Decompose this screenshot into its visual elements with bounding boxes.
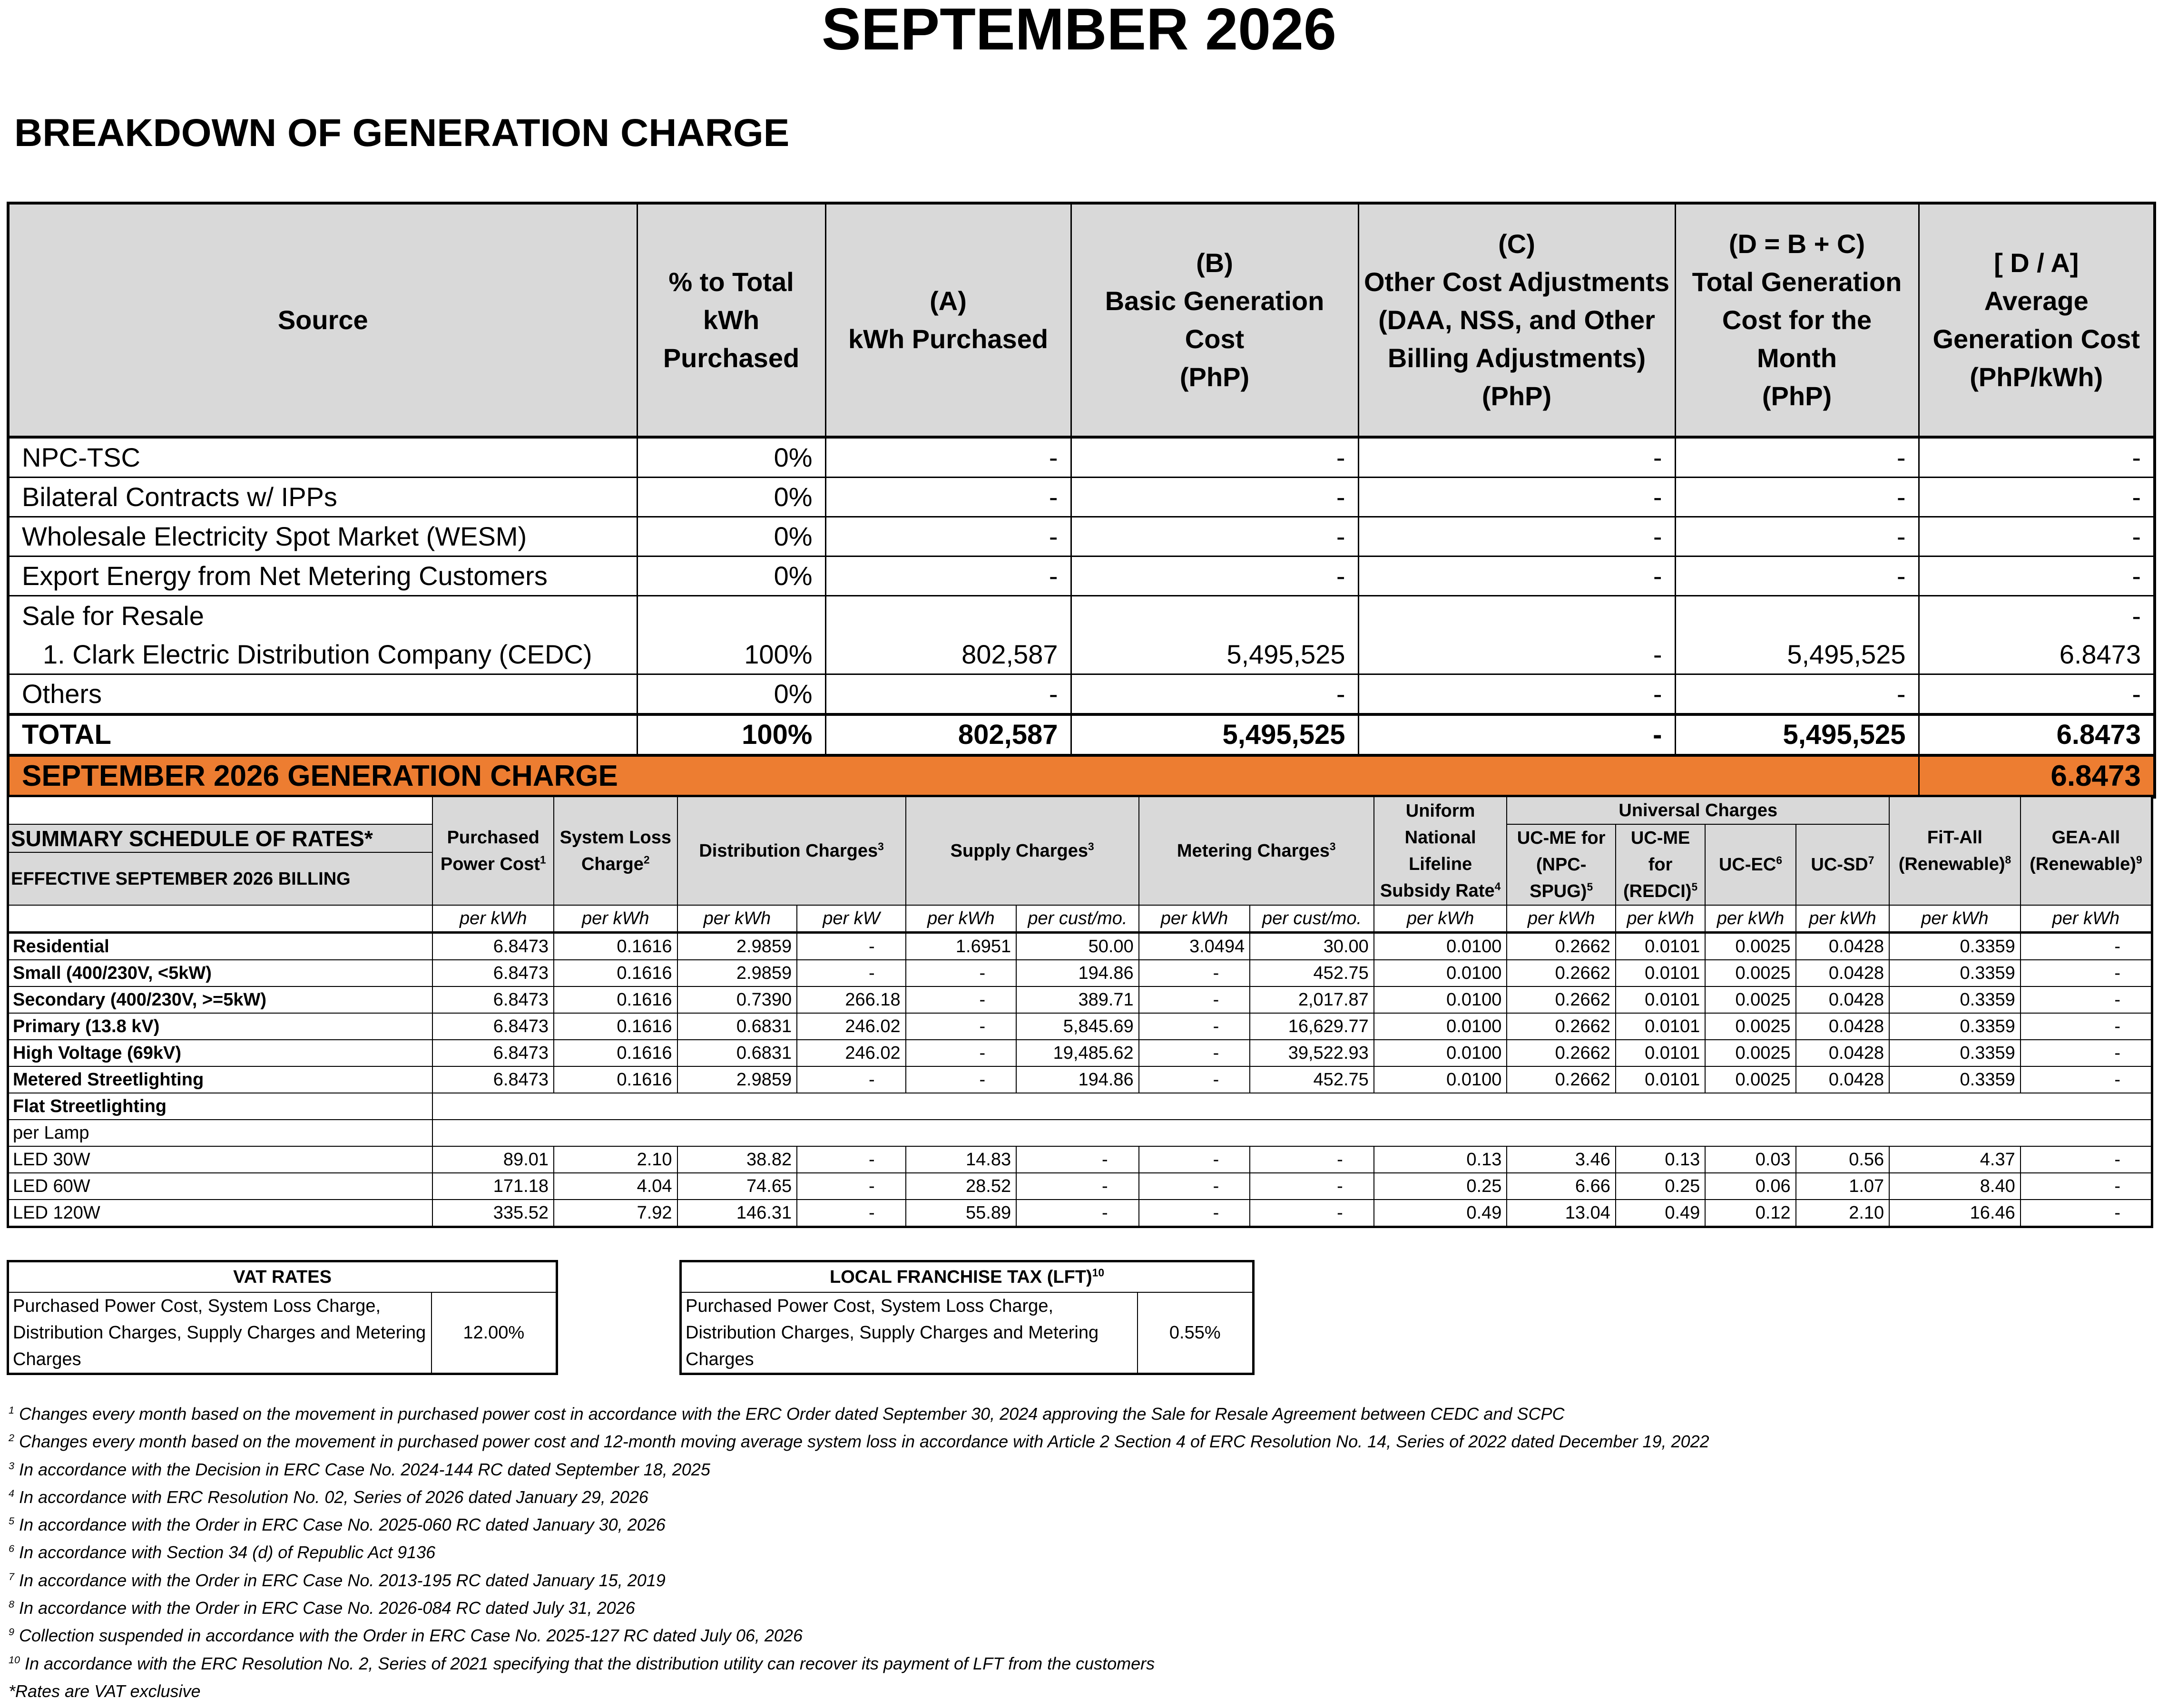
rate-cell: 194.86: [1016, 960, 1139, 986]
total-cost-cell: -: [1675, 478, 1919, 517]
class-label: Residential: [8, 933, 433, 960]
table-row: [8, 1013, 2152, 1040]
header-fit-all: FiT-All (Renewable)$^8$: [1889, 796, 2021, 906]
footnote: $^{10}$ In accordance with the ERC Resolution No. 2, Series of 2021 specifying that the distribution utility can recover its payment of LFT from the customers: [9, 1653, 1155, 1673]
header-gea-all: GEA-All (Renewable)$^9$: [2021, 796, 2152, 906]
table-row: [8, 556, 2155, 596]
rate-cell: 0.3359: [1889, 986, 2021, 1013]
rate-cell: 0.49: [1374, 1200, 1507, 1227]
rate-cell: -: [1139, 1146, 1250, 1173]
rate-cell: 19,485.62: [1016, 1040, 1139, 1066]
rate-cell: 3.0494: [1139, 933, 1250, 960]
pct-cell: 0%: [637, 674, 825, 715]
rate-cell: 4.37: [1889, 1146, 2021, 1173]
rate-cell: 0.0428: [1796, 1013, 1889, 1040]
total-label: TOTAL: [8, 714, 637, 755]
kwh-cell: 802,587: [825, 714, 1071, 755]
adjustment-cell: -: [1358, 437, 1675, 478]
class-label: Flat Streetlighting: [8, 1093, 433, 1120]
per-lamp-row: [8, 1120, 2152, 1146]
rate-cell: 0.12: [1705, 1200, 1795, 1227]
footnotes: [9, 1400, 2102, 1705]
rate-cell: 266.18: [797, 986, 906, 1013]
header-uc-ec: $UC-EC^6$: [1705, 824, 1795, 905]
kwh-cell: 802,587: [825, 596, 1071, 674]
header-basic-cost: (B) Basic Generation Cost (PhP): [1071, 203, 1358, 437]
breakdown-heading: BREAKDOWN OF GENERATION CHARGE: [14, 111, 790, 155]
rate-cell: 0.25: [1374, 1173, 1507, 1200]
rate-cell: -: [1139, 1066, 1250, 1093]
table-row: [8, 986, 2152, 1013]
rate-cell: 335.52: [432, 1200, 554, 1227]
rate-cell: 0.49: [1616, 1200, 1705, 1227]
rate-cell: -: [1250, 1173, 1374, 1200]
rate-cell: 0.13: [1374, 1146, 1507, 1173]
adjustment-cell: -: [1358, 714, 1675, 755]
footnote: $^2$ Changes every month based on the movement in purchased power cost and 12-month moving average system loss in accordance with Article 2 Section 4 of ERC Resolution No. 14, Series of 2022 dated December 19, 2022: [9, 1432, 1709, 1452]
rate-cell: 4.04: [554, 1173, 677, 1200]
rate-cell: -: [2021, 960, 2152, 986]
header-source: Source: [8, 203, 637, 437]
kwh-cell: -: [825, 556, 1071, 596]
rate-cell: -: [1139, 1200, 1250, 1227]
table-row: [8, 1040, 2152, 1066]
header-ucme-npc-spug: UC-ME for (NPC-SPUG)$^5$: [1507, 824, 1616, 905]
header-universal-charges: Universal Charges: [1507, 796, 1889, 825]
rate-cell: 0.0428: [1796, 1066, 1889, 1093]
header-ucme-redci: UC-ME for (REDCI)$^5$: [1616, 824, 1705, 905]
rate-cell: 0.0100: [1374, 1040, 1507, 1066]
rate-cell: 0.0025: [1705, 960, 1795, 986]
rate-cell: -: [1016, 1173, 1139, 1200]
rate-cell: 2.9859: [677, 960, 797, 986]
rate-cell: -: [1250, 1146, 1374, 1173]
footnote: $^8$ In accordance with the Order in ERC Case No. 2026-084 RC dated July 31, 2026: [9, 1598, 635, 1618]
unit-label: per kWh: [1507, 905, 1616, 933]
table-row: [8, 517, 2155, 556]
pct-cell: 0%: [637, 556, 825, 596]
rate-cell: 452.75: [1250, 960, 1374, 986]
lft-rate: 0.55%: [1138, 1292, 1254, 1374]
avg-cost-cell: -: [1919, 478, 2155, 517]
rate-cell: 6.8473: [432, 1066, 554, 1093]
rate-cell: 13.04: [1507, 1200, 1616, 1227]
rate-cell: 0.0101: [1616, 933, 1705, 960]
adjustment-cell: -: [1358, 517, 1675, 556]
pct-cell: 0%: [637, 437, 825, 478]
header-kwh-purchased: (A) kWh Purchased: [825, 203, 1071, 437]
rate-cell: 7.92: [554, 1200, 677, 1227]
rate-cell: 0.0100: [1374, 986, 1507, 1013]
vat-title: VAT RATES: [8, 1261, 557, 1293]
rate-cell: -: [2021, 1040, 2152, 1066]
unit-label: per kWh: [677, 905, 797, 933]
avg-cost-cell: - 6.8473: [1919, 596, 2155, 674]
rate-cell: 171.18: [432, 1173, 554, 1200]
rate-cell: 6.8473: [432, 986, 554, 1013]
table-row: [8, 674, 2155, 715]
table-row: [8, 478, 2155, 517]
footnote: $^5$ In accordance with the Order in ERC Case No. 2025-060 RC dated January 30, 2026: [9, 1515, 666, 1535]
basic-cost-cell: 5,495,525: [1071, 714, 1358, 755]
unit-label: per kWh: [2021, 905, 2152, 933]
rate-cell: 55.89: [906, 1200, 1017, 1227]
rate-cell: -: [2021, 1146, 2152, 1173]
rate-cell: 0.1616: [554, 1040, 677, 1066]
rate-cell: -: [797, 1146, 906, 1173]
header-total-cost: (D = B + C) Total Generation Cost for the Month (PhP): [1675, 203, 1919, 437]
header-system-loss-charge: System Loss Charge$^2$: [554, 796, 677, 906]
source-label: Sale for Resale 1. Clark Electric Distribution Company (CEDC): [8, 596, 637, 674]
header-uc-sd: $UC-SD^7$: [1796, 824, 1889, 905]
header-other-adjustments: (C) Other Cost Adjustments (DAA, NSS, and Other Billing Adjustments) (PhP): [1358, 203, 1675, 437]
rate-cell: -: [797, 1066, 906, 1093]
rate-cell: 0.25: [1616, 1173, 1705, 1200]
total-cost-cell: 5,495,525: [1675, 596, 1919, 674]
rate-cell: 0.2662: [1507, 933, 1616, 960]
generation-charge-row: [8, 755, 2155, 797]
rate-cell: 246.02: [797, 1040, 906, 1066]
kwh-cell: -: [825, 674, 1071, 715]
footnote: $^4$ In accordance with ERC Resolution No. 02, Series of 2026 dated January 29, 2026: [9, 1487, 648, 1507]
unit-label: per kWh: [1139, 905, 1250, 933]
rate-cell: 39,522.93: [1250, 1040, 1374, 1066]
rate-cell: 0.0025: [1705, 986, 1795, 1013]
rate-cell: -: [1250, 1200, 1374, 1227]
unit-label: per kWh: [1374, 905, 1507, 933]
basic-cost-cell: -: [1071, 556, 1358, 596]
rate-cell: -: [1016, 1146, 1139, 1173]
basic-cost-cell: 5,495,525: [1071, 596, 1358, 674]
rate-cell: 0.2662: [1507, 960, 1616, 986]
adjustment-cell: -: [1358, 478, 1675, 517]
rate-cell: 5,845.69: [1016, 1013, 1139, 1040]
rate-cell: 0.13: [1616, 1146, 1705, 1173]
units-row: [8, 905, 2152, 933]
class-label: per Lamp: [8, 1120, 433, 1146]
rate-cell: 38.82: [677, 1146, 797, 1173]
basic-cost-cell: -: [1071, 437, 1358, 478]
class-label: Primary (13.8 kV): [8, 1013, 433, 1040]
source-label: Wholesale Electricity Spot Market (WESM): [8, 517, 637, 556]
total-cost-cell: -: [1675, 437, 1919, 478]
summary-title: SUMMARY SCHEDULE OF RATES*: [8, 824, 433, 852]
table-row: [8, 960, 2152, 986]
class-label: LED 30W: [8, 1146, 433, 1173]
footnote: $^9$ Collection suspended in accordance with the Order in ERC Case No. 2025-127 RC dated July 06, 2026: [9, 1626, 803, 1646]
rate-cell: 0.56: [1796, 1146, 1889, 1173]
table-row: [8, 933, 2152, 960]
kwh-cell: -: [825, 517, 1071, 556]
lft-table: [679, 1260, 1255, 1375]
rate-cell: 0.3359: [1889, 1040, 2021, 1066]
class-label: LED 60W: [8, 1173, 433, 1200]
header-average-cost: [ D / A] Average Generation Cost (PhP/kWh): [1919, 203, 2155, 437]
rate-cell: -: [906, 960, 1017, 986]
rate-cell: -: [797, 1173, 906, 1200]
rate-cell: 6.8473: [432, 1040, 554, 1066]
rate-cell: 0.0025: [1705, 933, 1795, 960]
rate-cell: 0.0025: [1705, 1040, 1795, 1066]
rate-cell: 0.0428: [1796, 986, 1889, 1013]
header-purchased-power-cost: Purchased Power Cost$^1$: [432, 796, 554, 906]
vat-description: Purchased Power Cost, System Loss Charge, Distribution Charges, Supply Charges and Metering Charges: [8, 1292, 432, 1374]
table-row-sale-for-resale: [8, 596, 2155, 674]
rate-cell: -: [2021, 1013, 2152, 1040]
empty-cell: [432, 1093, 2152, 1120]
avg-cost-cell: -: [1919, 556, 2155, 596]
rate-cell: -: [2021, 1066, 2152, 1093]
rate-cell: -: [797, 1200, 906, 1227]
rate-cell: 30.00: [1250, 933, 1374, 960]
rate-cell: 16,629.77: [1250, 1013, 1374, 1040]
unit-label: per kWh: [432, 905, 554, 933]
header-lifeline-subsidy: Uniform National Lifeline Subsidy Rate$^4$: [1374, 796, 1507, 906]
source-label: Bilateral Contracts w/ IPPs: [8, 478, 637, 517]
source-label: NPC-TSC: [8, 437, 637, 478]
rate-cell: 6.8473: [432, 933, 554, 960]
unit-label: per kWh: [1796, 905, 1889, 933]
unit-label: per kWh: [554, 905, 677, 933]
summary-spacer: [8, 796, 433, 825]
kwh-cell: -: [825, 437, 1071, 478]
rate-cell: 0.0100: [1374, 1066, 1507, 1093]
adjustment-cell: -: [1358, 556, 1675, 596]
generation-charge-value: 6.8473: [1919, 755, 2155, 797]
rate-cell: 50.00: [1016, 933, 1139, 960]
rate-cell: 0.0100: [1374, 933, 1507, 960]
table-row-total: [8, 714, 2155, 755]
unit-label: per cust/mo.: [1016, 905, 1139, 933]
avg-cost-cell: 6.8473: [1919, 714, 2155, 755]
basic-cost-cell: -: [1071, 478, 1358, 517]
adjustment-cell: -: [1358, 674, 1675, 715]
rate-cell: -: [1139, 986, 1250, 1013]
rate-cell: -: [1139, 1013, 1250, 1040]
class-label: High Voltage (69kV): [8, 1040, 433, 1066]
rate-cell: -: [1139, 960, 1250, 986]
lft-title: LOCAL FRANCHISE TAX (LFT)$^{10}$: [681, 1261, 1254, 1293]
rate-cell: -: [2021, 1200, 2152, 1227]
rate-cell: 14.83: [906, 1146, 1017, 1173]
rate-cell: 0.3359: [1889, 1013, 2021, 1040]
header-supply-charges: Supply Charges$^3$: [906, 796, 1139, 906]
rate-cell: 1.07: [1796, 1173, 1889, 1200]
vat-rate: 12.00%: [432, 1292, 557, 1374]
table-row: [8, 1146, 2152, 1173]
rate-cell: 0.0428: [1796, 960, 1889, 986]
class-label: Small (400/230V, <5kW): [8, 960, 433, 986]
generation-charge-label: SEPTEMBER 2026 GENERATION CHARGE: [8, 755, 1919, 797]
class-label: Metered Streetlighting: [8, 1066, 433, 1093]
rate-cell: 0.0101: [1616, 1040, 1705, 1066]
rate-cell: -: [797, 960, 906, 986]
rate-cell: 2,017.87: [1250, 986, 1374, 1013]
pct-cell: 100%: [637, 596, 825, 674]
rate-cell: 0.2662: [1507, 986, 1616, 1013]
rate-cell: 0.06: [1705, 1173, 1795, 1200]
rate-cell: 0.1616: [554, 933, 677, 960]
unit-label: per kWh: [1705, 905, 1795, 933]
table-row: [8, 1173, 2152, 1200]
unit-label: per kWh: [1889, 905, 2021, 933]
rate-cell: 2.9859: [677, 1066, 797, 1093]
total-cost-cell: -: [1675, 674, 1919, 715]
rate-cell: 0.0101: [1616, 1013, 1705, 1040]
rate-cell: -: [906, 1040, 1017, 1066]
rate-cell: 0.0101: [1616, 986, 1705, 1013]
source-label: Others: [8, 674, 637, 715]
rate-cell: 194.86: [1016, 1066, 1139, 1093]
generation-charge-table: [7, 202, 2156, 799]
table-row: [8, 1200, 2152, 1227]
rate-cell: -: [1139, 1040, 1250, 1066]
table-row: [8, 437, 2155, 478]
page-title: SEPTEMBER 2026: [822, 0, 1336, 62]
rate-cell: 28.52: [906, 1173, 1017, 1200]
rate-cell: 452.75: [1250, 1066, 1374, 1093]
rate-cell: 3.46: [1507, 1146, 1616, 1173]
unit-label: per kWh: [1616, 905, 1705, 933]
pct-cell: 0%: [637, 517, 825, 556]
footnote: $^6$ In accordance with Section 34 (d) of Republic Act 9136: [9, 1542, 436, 1562]
table-row: [8, 1066, 2152, 1093]
rate-cell: 0.6831: [677, 1040, 797, 1066]
rate-cell: -: [906, 986, 1017, 1013]
avg-cost-cell: -: [1919, 437, 2155, 478]
effective-billing: EFFECTIVE SEPTEMBER 2026 BILLING: [8, 852, 433, 905]
rate-cell: -: [906, 1013, 1017, 1040]
footnote: *Rates are VAT exclusive: [9, 1681, 201, 1701]
rate-cell: 74.65: [677, 1173, 797, 1200]
avg-cost-cell: -: [1919, 674, 2155, 715]
rate-cell: 2.10: [554, 1146, 677, 1173]
rate-cell: -: [797, 933, 906, 960]
rate-cell: 0.2662: [1507, 1013, 1616, 1040]
rate-cell: 0.6831: [677, 1013, 797, 1040]
empty-cell: [432, 1120, 2152, 1146]
rate-cell: 6.8473: [432, 1013, 554, 1040]
rate-cell: 0.0428: [1796, 1040, 1889, 1066]
rate-cell: 0.3359: [1889, 960, 2021, 986]
adjustment-cell: -: [1358, 596, 1675, 674]
header-metering-charges: Metering Charges$^3$: [1139, 796, 1374, 906]
basic-cost-cell: -: [1071, 517, 1358, 556]
total-cost-cell: -: [1675, 517, 1919, 556]
units-spacer: [8, 905, 433, 933]
total-cost-cell: 5,495,525: [1675, 714, 1919, 755]
rate-cell: 0.1616: [554, 986, 677, 1013]
rate-cell: 389.71: [1016, 986, 1139, 1013]
rate-cell: 0.0428: [1796, 933, 1889, 960]
rate-cell: 0.0101: [1616, 1066, 1705, 1093]
unit-label: per cust/mo.: [1250, 905, 1374, 933]
rate-cell: 0.3359: [1889, 1066, 2021, 1093]
header-distribution-charges: Distribution Charges$^3$: [677, 796, 906, 906]
rate-cell: -: [1139, 1173, 1250, 1200]
rate-cell: 146.31: [677, 1200, 797, 1227]
kwh-cell: -: [825, 478, 1071, 517]
rate-cell: 0.0025: [1705, 1013, 1795, 1040]
rate-cell: 0.0025: [1705, 1066, 1795, 1093]
class-label: LED 120W: [8, 1200, 433, 1227]
rate-cell: -: [2021, 933, 2152, 960]
flat-streetlighting-row: [8, 1093, 2152, 1120]
total-cost-cell: -: [1675, 556, 1919, 596]
avg-cost-cell: -: [1919, 517, 2155, 556]
rate-cell: 0.0100: [1374, 960, 1507, 986]
rate-cell: 0.2662: [1507, 1066, 1616, 1093]
rate-cell: 16.46: [1889, 1200, 2021, 1227]
pct-cell: 0%: [637, 478, 825, 517]
rate-cell: 0.1616: [554, 960, 677, 986]
rate-cell: 0.0101: [1616, 960, 1705, 986]
lft-description: Purchased Power Cost, System Loss Charge, Distribution Charges, Supply Charges and Metering Charges: [681, 1292, 1138, 1374]
rate-cell: 8.40: [1889, 1173, 2021, 1200]
summary-schedule-of-rates-table: [7, 795, 2153, 1228]
rate-cell: 6.8473: [432, 960, 554, 986]
basic-cost-cell: -: [1071, 674, 1358, 715]
rate-cell: 0.7390: [677, 986, 797, 1013]
class-label: Secondary (400/230V, >=5kW): [8, 986, 433, 1013]
rate-cell: -: [2021, 986, 2152, 1013]
rate-cell: 0.1616: [554, 1013, 677, 1040]
unit-label: per kW: [797, 905, 906, 933]
rate-cell: 0.0100: [1374, 1013, 1507, 1040]
rate-cell: -: [906, 1066, 1017, 1093]
rate-cell: 0.1616: [554, 1066, 677, 1093]
footnote: $^7$ In accordance with the Order in ERC Case No. 2013-195 RC dated January 15, 2019: [9, 1570, 666, 1590]
source-label: Export Energy from Net Metering Customers: [8, 556, 637, 596]
rate-cell: -: [2021, 1173, 2152, 1200]
rate-cell: 0.2662: [1507, 1040, 1616, 1066]
vat-rates-table: [7, 1260, 558, 1375]
rate-cell: 0.3359: [1889, 933, 2021, 960]
rate-cell: 2.10: [1796, 1200, 1889, 1227]
rate-cell: 6.66: [1507, 1173, 1616, 1200]
rate-cell: 1.6951: [906, 933, 1017, 960]
header-pct: % to Total kWh Purchased: [637, 203, 825, 437]
rate-cell: 0.03: [1705, 1146, 1795, 1173]
pct-cell: 100%: [637, 714, 825, 755]
footnote: $^1$ Changes every month based on the movement in purchased power cost in accordance with the ERC Order dated September 30, 2024 approving the Sale for Resale Agreement between CEDC and SCPC: [9, 1404, 1565, 1424]
rate-cell: 246.02: [797, 1013, 906, 1040]
footnote: $^3$ In accordance with the Decision in ERC Case No. 2024-144 RC dated September 18, 2025: [9, 1459, 710, 1479]
rate-cell: 89.01: [432, 1146, 554, 1173]
unit-label: per kWh: [906, 905, 1017, 933]
rate-cell: 2.9859: [677, 933, 797, 960]
rate-cell: -: [1016, 1200, 1139, 1227]
